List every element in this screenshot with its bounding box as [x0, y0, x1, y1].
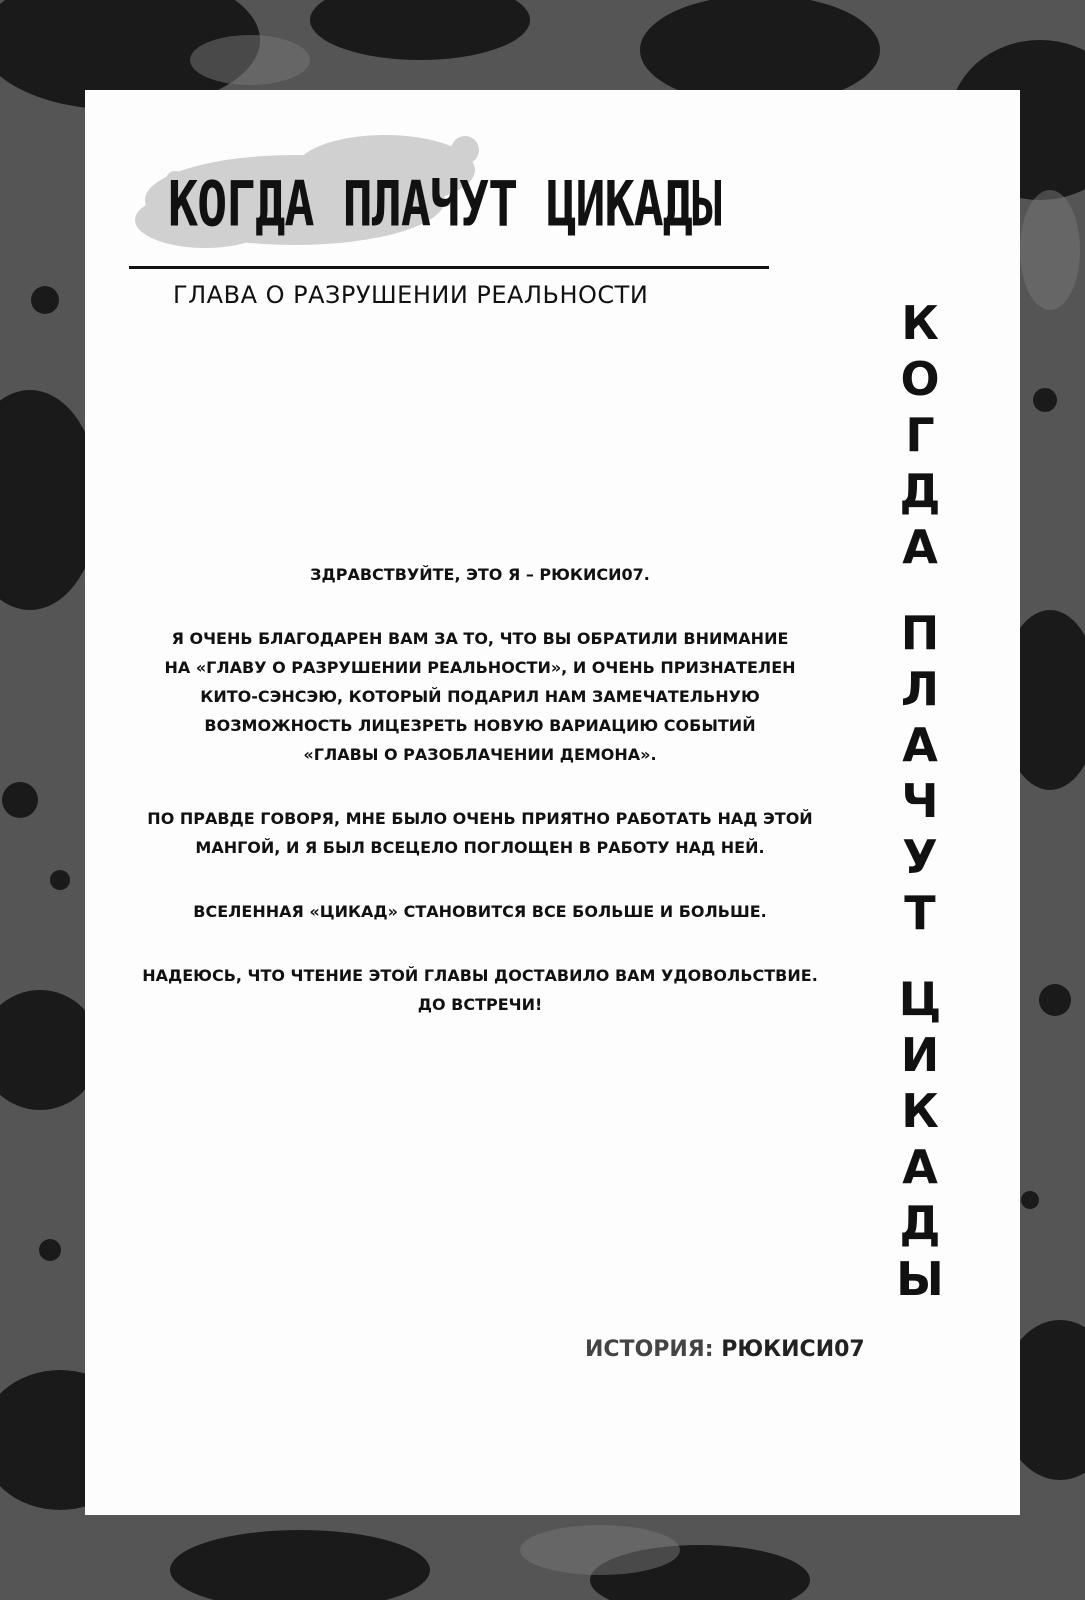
- vertical-title-letter: А: [902, 520, 938, 574]
- paragraph-4-line: ДО ВСТРЕЧИ!: [417, 995, 543, 1014]
- greeting-line: ЗДРАВСТВУЙТЕ, ЭТО Я – РЮКИСИ07.: [310, 565, 650, 584]
- credit-label: ИСТОРИЯ:: [585, 1337, 714, 1362]
- paragraph-2: [110, 804, 850, 862]
- vertical-title-letter: Д: [899, 1196, 941, 1250]
- paragraph-4-line: НАДЕЮСЬ, ЧТО ЧТЕНИЕ ЭТОЙ ГЛАВЫ ДОСТАВИЛО ВАМ УДОВОЛЬСТВИЕ.: [142, 966, 818, 985]
- title-underline: [129, 266, 769, 269]
- vertical-title-letter: Ц: [898, 972, 942, 1026]
- vertical-title-letter: К: [901, 1084, 939, 1138]
- vertical-title-letter: Д: [899, 464, 941, 518]
- vertical-title-letter: Ы: [896, 1252, 944, 1306]
- paragraph-4: [110, 961, 850, 1019]
- vertical-title-letter: К: [901, 296, 939, 350]
- vertical-title-letter: Ч: [901, 774, 939, 828]
- paragraph-1-line: НА «ГЛАВУ О РАЗРУШЕНИИ РЕАЛЬНОСТИ», И ОЧЕНЬ ПРИЗНАТЕЛЕН: [164, 658, 796, 677]
- vertical-title-letter: Т: [904, 886, 936, 940]
- afterword-text: [110, 560, 850, 1054]
- vertical-title: [875, 295, 965, 1307]
- vertical-title-letter: Л: [900, 662, 940, 716]
- vertical-title-letter: Г: [905, 408, 935, 462]
- vertical-title-letter: И: [900, 1028, 940, 1082]
- paragraph-2-line: ПО ПРАВДЕ ГОВОРЯ, МНЕ БЫЛО ОЧЕНЬ ПРИЯТНО РАБОТАТЬ НАД ЭТОЙ: [147, 809, 813, 828]
- paragraph-1-line: «ГЛАВЫ О РАЗОБЛАЧЕНИИ ДЕМОНА».: [303, 745, 657, 764]
- vertical-title-letter: О: [900, 352, 940, 406]
- white-card: [85, 90, 1020, 1515]
- paragraph-1-line: КИТО-СЭНСЭЮ, КОТОРЫЙ ПОДАРИЛ НАМ ЗАМЕЧАТЕЛЬНУЮ: [200, 687, 760, 706]
- vertical-title-letter: А: [902, 718, 938, 772]
- paragraph-1-line: Я ОЧЕНЬ БЛАГОДАРЕН ВАМ ЗА ТО, ЧТО ВЫ ОБРАТИЛИ ВНИМАНИЕ: [171, 629, 789, 648]
- vertical-title-letter: У: [902, 830, 938, 884]
- vertical-title-letter: А: [902, 1140, 938, 1194]
- paragraph-1: [110, 624, 850, 769]
- paragraph-3: ВСЕЛЕННАЯ «ЦИКАД» СТАНОВИТСЯ ВСЕ БОЛЬШЕ И БОЛЬШЕ.: [193, 902, 767, 921]
- vertical-title-letter: П: [900, 606, 940, 660]
- paragraph-1-line: ВОЗМОЖНОСТЬ ЛИЦЕЗРЕТЬ НОВУЮ ВАРИАЦИЮ СОБЫТИЙ: [204, 716, 756, 735]
- paragraph-2-line: МАНГОЙ, И Я БЫЛ ВСЕЦЕЛО ПОГЛОЩЕН В РАБОТУ НАД НЕЙ.: [195, 838, 765, 857]
- story-credit: [585, 1337, 925, 1362]
- page-title: КОГДА ПЛАЧУТ ЦИКАДЫ: [168, 168, 721, 241]
- credit-author: РЮКИСИ07: [721, 1337, 865, 1362]
- chapter-subtitle: ГЛАВА О РАЗРУШЕНИИ РЕАЛЬНОСТИ: [173, 281, 649, 309]
